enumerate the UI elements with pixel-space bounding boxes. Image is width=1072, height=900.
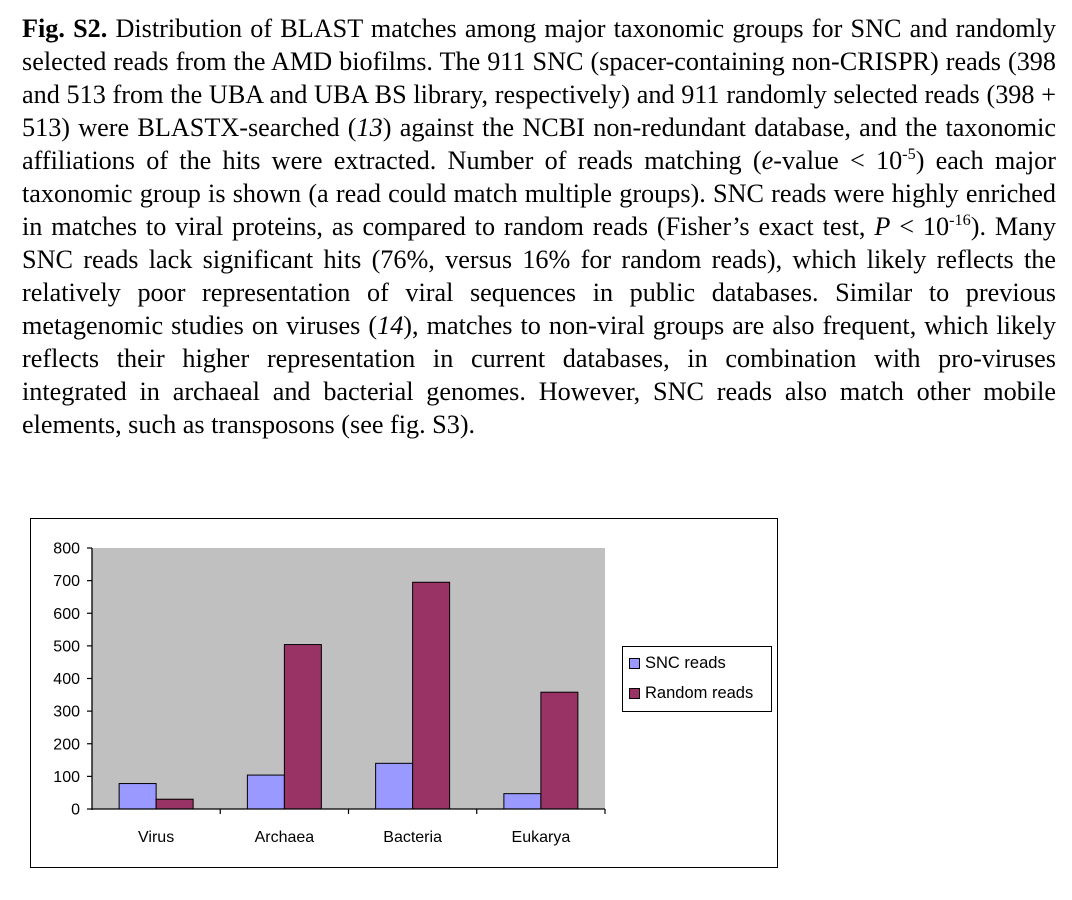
e-value-italic: e xyxy=(761,146,774,175)
caption-text: Distribution of BLAST matches among major taxonomic groups for SNC and randomly selected reads from the AMD biofilms. The 911 SNC (spacer-containing non-CRISPR) reads (398 and 513 from the UBA and UBA BS library, respectively) and 911 randomly selected reads (398 + 513) were BLASTX-searched ( xyxy=(22,14,1056,142)
caption-text: ) against the NCBI non-redundant database, and the taxonomic affiliations of the hits were extracted. Number of reads matching ( xyxy=(22,113,1057,175)
legend-item-random xyxy=(629,684,753,703)
y-tick-label: 300 xyxy=(53,703,80,721)
figure-label: Fig. S2. xyxy=(22,14,108,43)
y-tick-label: 400 xyxy=(53,671,80,688)
legend-label-snc: SNC reads xyxy=(645,654,726,672)
caption-text: -value < 10 xyxy=(773,146,903,175)
figure-caption xyxy=(22,12,1056,441)
legend-item-snc xyxy=(629,654,726,673)
legend-swatch-random xyxy=(629,688,640,699)
caption-text: ). Many SNC reads lack significant hits (76%, versus 16% for random reads), which likely reflects the relatively poor representation of viral sequences in public databases. Similar to previous metagenomic studies on viruses ( xyxy=(22,212,1056,340)
caption-text: ), matches to non-viral groups are also frequent, which likely reflects their higher representation in current databases, in combination with pro-viruses integrated in archaeal and bacterial genomes. However, SNC reads also match other mobile elements, such as transposons (see fig. S3). xyxy=(22,311,1056,439)
caption-text: ) each major taxonomic group is shown (a read could match multiple groups). SNC reads were highly enriched in matches to viral proteins, as compared to random reads (Fisher’s exact test, xyxy=(22,146,1056,241)
legend-swatch-snc xyxy=(629,658,640,669)
x-tick-label-virus: Virus xyxy=(138,829,175,846)
legend-label-random: Random reads xyxy=(645,684,754,702)
exponent-minus-5: -5 xyxy=(902,144,916,163)
y-tick-label: 0 xyxy=(71,801,80,819)
chart-legend xyxy=(622,646,772,712)
y-tick-label: 700 xyxy=(53,573,80,591)
x-tick-label-eukarya: Eukarya xyxy=(511,829,571,846)
x-tick-label-bacteria: Bacteria xyxy=(383,829,442,846)
reference-13: 13 xyxy=(356,113,383,142)
y-tick-label: 100 xyxy=(53,768,80,786)
p-italic: P xyxy=(874,212,891,241)
y-tick-label: 800 xyxy=(53,540,80,558)
y-tick-label: 500 xyxy=(53,638,80,656)
reference-14: 14 xyxy=(377,311,404,340)
y-tick-label: 200 xyxy=(53,736,80,754)
caption-text: < 10 xyxy=(890,212,950,241)
x-tick-label-archaea: Archaea xyxy=(254,829,315,846)
exponent-minus-16: -16 xyxy=(949,210,971,229)
y-tick-label: 600 xyxy=(53,605,80,623)
